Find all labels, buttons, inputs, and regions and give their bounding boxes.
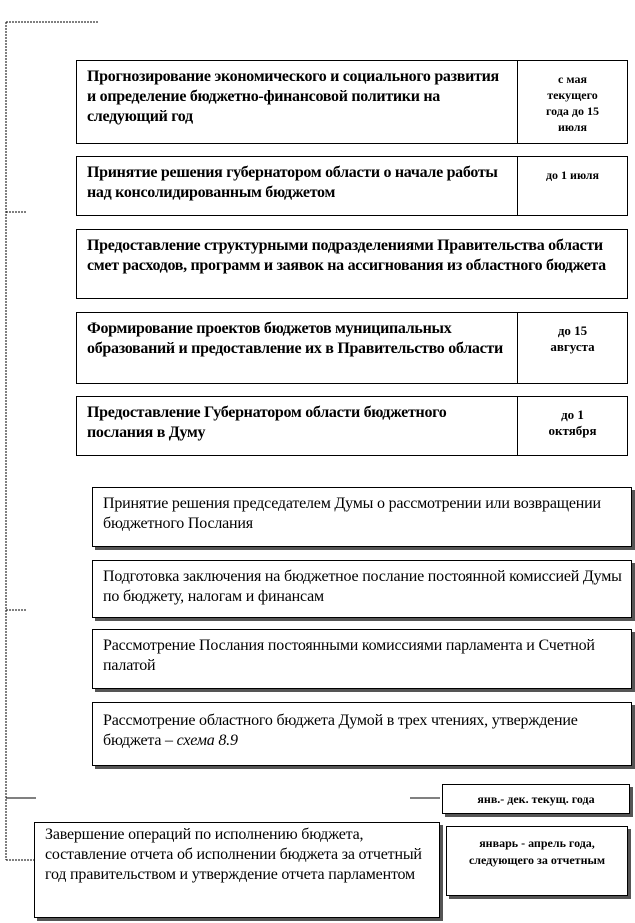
step-forecasting [76,60,628,144]
step-duma-readings-main: Рассмотрение областного бюджета Думой в трех чтениях, утверждение бюджета – [103,712,578,749]
step-duma-readings-text [103,711,623,751]
step-chairman-decision-text: Принятие решения председателем Думы о рассмотрении или возвращении бюджетного Послания [103,495,601,532]
step-governor-decision [76,156,628,216]
period-execution [442,784,630,814]
step-chairman-decision [92,487,632,547]
step-message-review [92,629,632,689]
step-message-review-text: Рассмотрение Послания постоянными комиссиями парламента и Счетной палатой [103,637,595,674]
step-municipal-budgets-date: до 15 августа [517,313,627,383]
step-estimates [76,229,628,299]
step-forecasting-text: Прогнозирование экономического и социального развития и определение бюджетно-финансовой политики на следующий год [87,68,499,125]
step-governor-decision-date: до 1 июля [517,157,627,215]
step-budget-message-date: до 1 октября [517,397,627,455]
scheme-reference: схема 8.9 [176,732,238,749]
step-budget-message-text: Предоставление Губернатором области бюджетного послания в Думу [87,404,447,441]
step-budget-message [76,396,628,456]
period-report-text: январь - апрель года, следующего за отчетным [468,836,606,867]
step-report-text: Завершение операций по исполнению бюджета, составление отчета об исполнении бюджета за отчетный год правительством и утверждение отчета парламентом [45,826,422,883]
step-duma-readings [92,702,632,766]
step-commission-conclusion-text: Подготовка заключения на бюджетное послание постоянной комиссией Думы по бюджету, налогам и финансам [103,568,622,605]
step-forecasting-date: с мая текущего года до 15 июля [517,61,627,143]
period-execution-text: янв.- дек. текущ. года [477,792,595,806]
period-report [446,826,628,896]
step-report [34,822,440,918]
step-municipal-budgets-text: Формирование проектов бюджетов муниципальных образований и предоставление их в Правительство области [87,320,503,357]
step-municipal-budgets [76,312,628,384]
step-commission-conclusion [92,560,632,618]
step-governor-decision-text: Принятие решения губернатором области о начале работы над консолидированным бюджетом [87,164,498,201]
step-estimates-text: Предоставление структурными подразделениями Правительства области смет расходов, программ и заявок на ассигнования из областного бюджета [87,237,606,274]
